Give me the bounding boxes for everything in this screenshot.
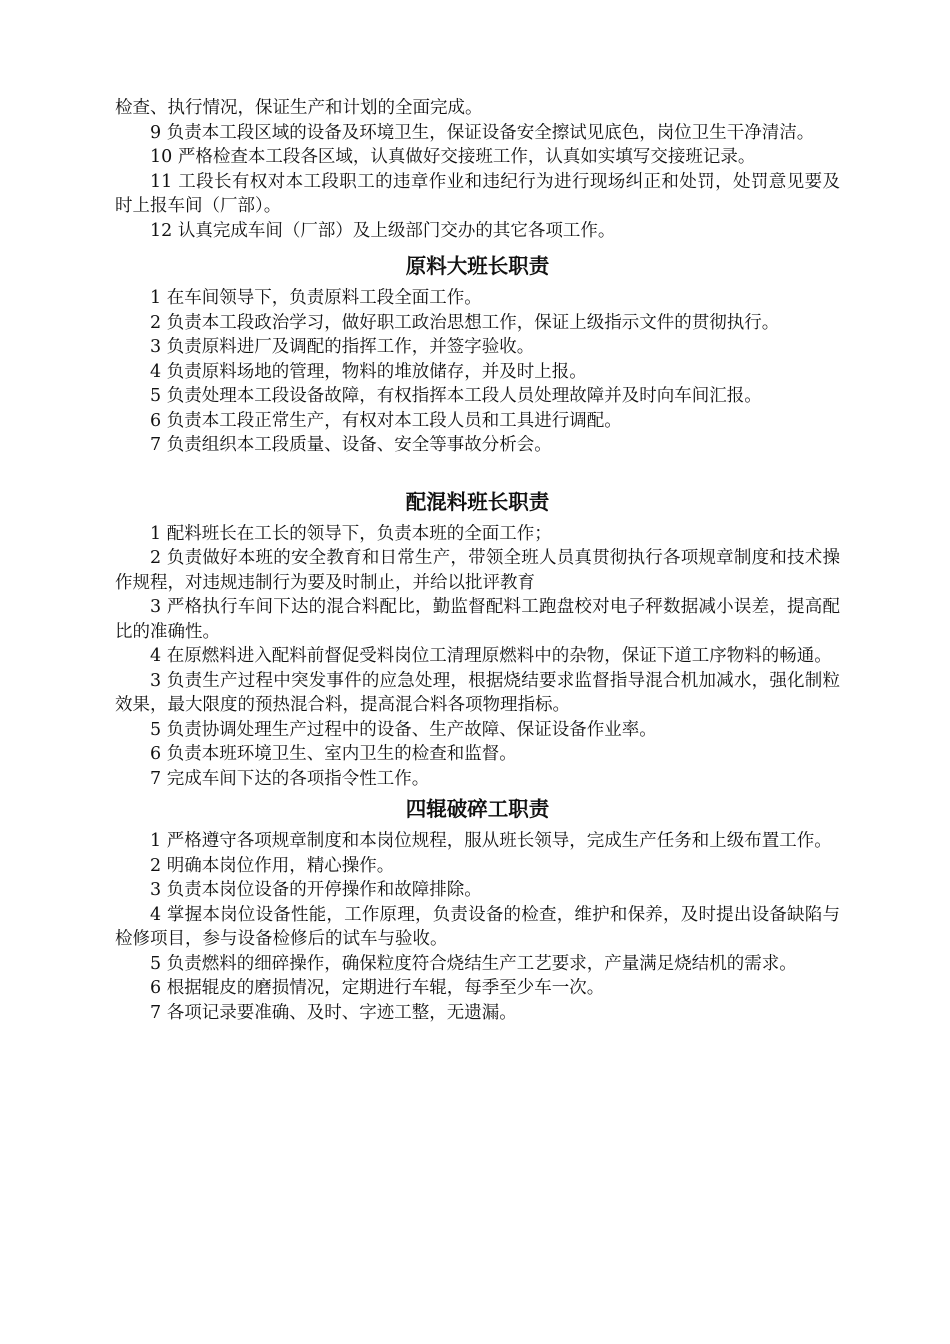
list-item: 3 严格执行车间下达的混合料配比，勤监督配料工跑盘校对电子秤数据减小误差，提高配比的准确性。 [115,597,840,642]
list-item: 5 负责燃料的细碎操作，确保粒度符合烧结生产工艺要求，产量满足烧结机的需求。 [150,953,797,974]
section-title-four-roll-crusher: 四辊破碎工职责 [405,797,550,821]
list-item: 2 负责本工段政治学习，做好职工政治思想工作，保证上级指示文件的贯彻执行。 [150,312,780,333]
list-item: 7 负责组织本工段质量、设备、安全等事故分析会。 [150,435,552,455]
paragraph-intro-1: 检查、执行情况，保证生产和计划的全面完成。 [115,98,483,118]
list-item: 5 负责处理本工段设备故障，有权指挥本工段人员处理故障并及时向车间汇报。 [150,386,762,406]
list-item: 6 负责本班环境卫生、室内卫生的检查和监督。 [150,744,517,764]
paragraph-intro-3: 10 严格检查本工段各区域，认真做好交接班工作，认真如实填写交接班记录。 [150,147,756,167]
list-item: 4 负责原料场地的管理，物料的堆放储存，并及时上报。 [150,361,587,382]
list-item: 7 完成车间下达的各项指令性工作。 [150,768,430,789]
list-item: 4 掌握本岗位设备性能，工作原理，负责设备的检查，维护和保养，及时提出设备缺陷与检修项目，参与设备检修后的试车与验收。 [115,904,840,949]
list-item: 6 负责本工段正常生产，有权对本工段人员和工具进行调配。 [150,410,622,431]
paragraph-intro-5: 12 认真完成车间（厂部）及上级部门交办的其它各项工作。 [150,220,616,241]
list-item: 3 负责原料进厂及调配的指挥工作，并签字验收。 [150,337,535,357]
list-item: 1 配料班长在工长的领导下，负责本班的全面工作； [150,523,552,544]
section-title-raw-material-leader: 原料大班长职责 [405,254,550,278]
list-item: 5 负责协调处理生产过程中的设备、生产故障、保证设备作业率。 [150,719,657,740]
paragraph-intro-2: 9 负责本工段区域的设备及环境卫生，保证设备安全擦试见底色，岗位卫生干净清洁。 [150,122,815,143]
list-item: 4 在原燃料进入配料前督促受料岗位工清理原燃料中的杂物，保证下道工序物料的畅通。 [150,646,832,666]
list-item: 3 负责本岗位设备的开停操作和故障排除。 [150,880,482,900]
list-item: 6 根据辊皮的磨损情况，定期进行车辊，每季至少车一次。 [150,978,605,998]
list-item: 7 各项记录要准确、及时、字迹工整，无遗漏。 [150,1002,517,1023]
section-title-mixing-leader: 配混料班长职责 [405,489,550,514]
document-page [115,96,840,1025]
list-item: 2 明确本岗位作用，精心操作。 [150,855,395,876]
list-item: 3 负责生产过程中突发事件的应急处理，根据烧结要求监督指导混合机加减水，强化制粒效果，最大限度的预热混合料，提高混合料各项物理指标。 [115,670,840,715]
list-item: 1 在车间领导下，负责原料工段全面工作。 [150,288,482,308]
paragraph-intro-4: 11 工段长有权对本工段职工的违章作业和违纪行为进行现场纠正和处罚，处罚意见要及时上报车间（厂部）。 [115,171,840,216]
list-item: 1 严格遵守各项规章制度和本岗位规程，服从班长领导，完成生产任务和上级布置工作。 [150,831,832,851]
list-item: 2 负责做好本班的安全教育和日常生产，带领全班人员真贯彻执行各项规章制度和技术操作规程，对违规违制行为要及时制止，并给以批评教育 [115,548,840,593]
